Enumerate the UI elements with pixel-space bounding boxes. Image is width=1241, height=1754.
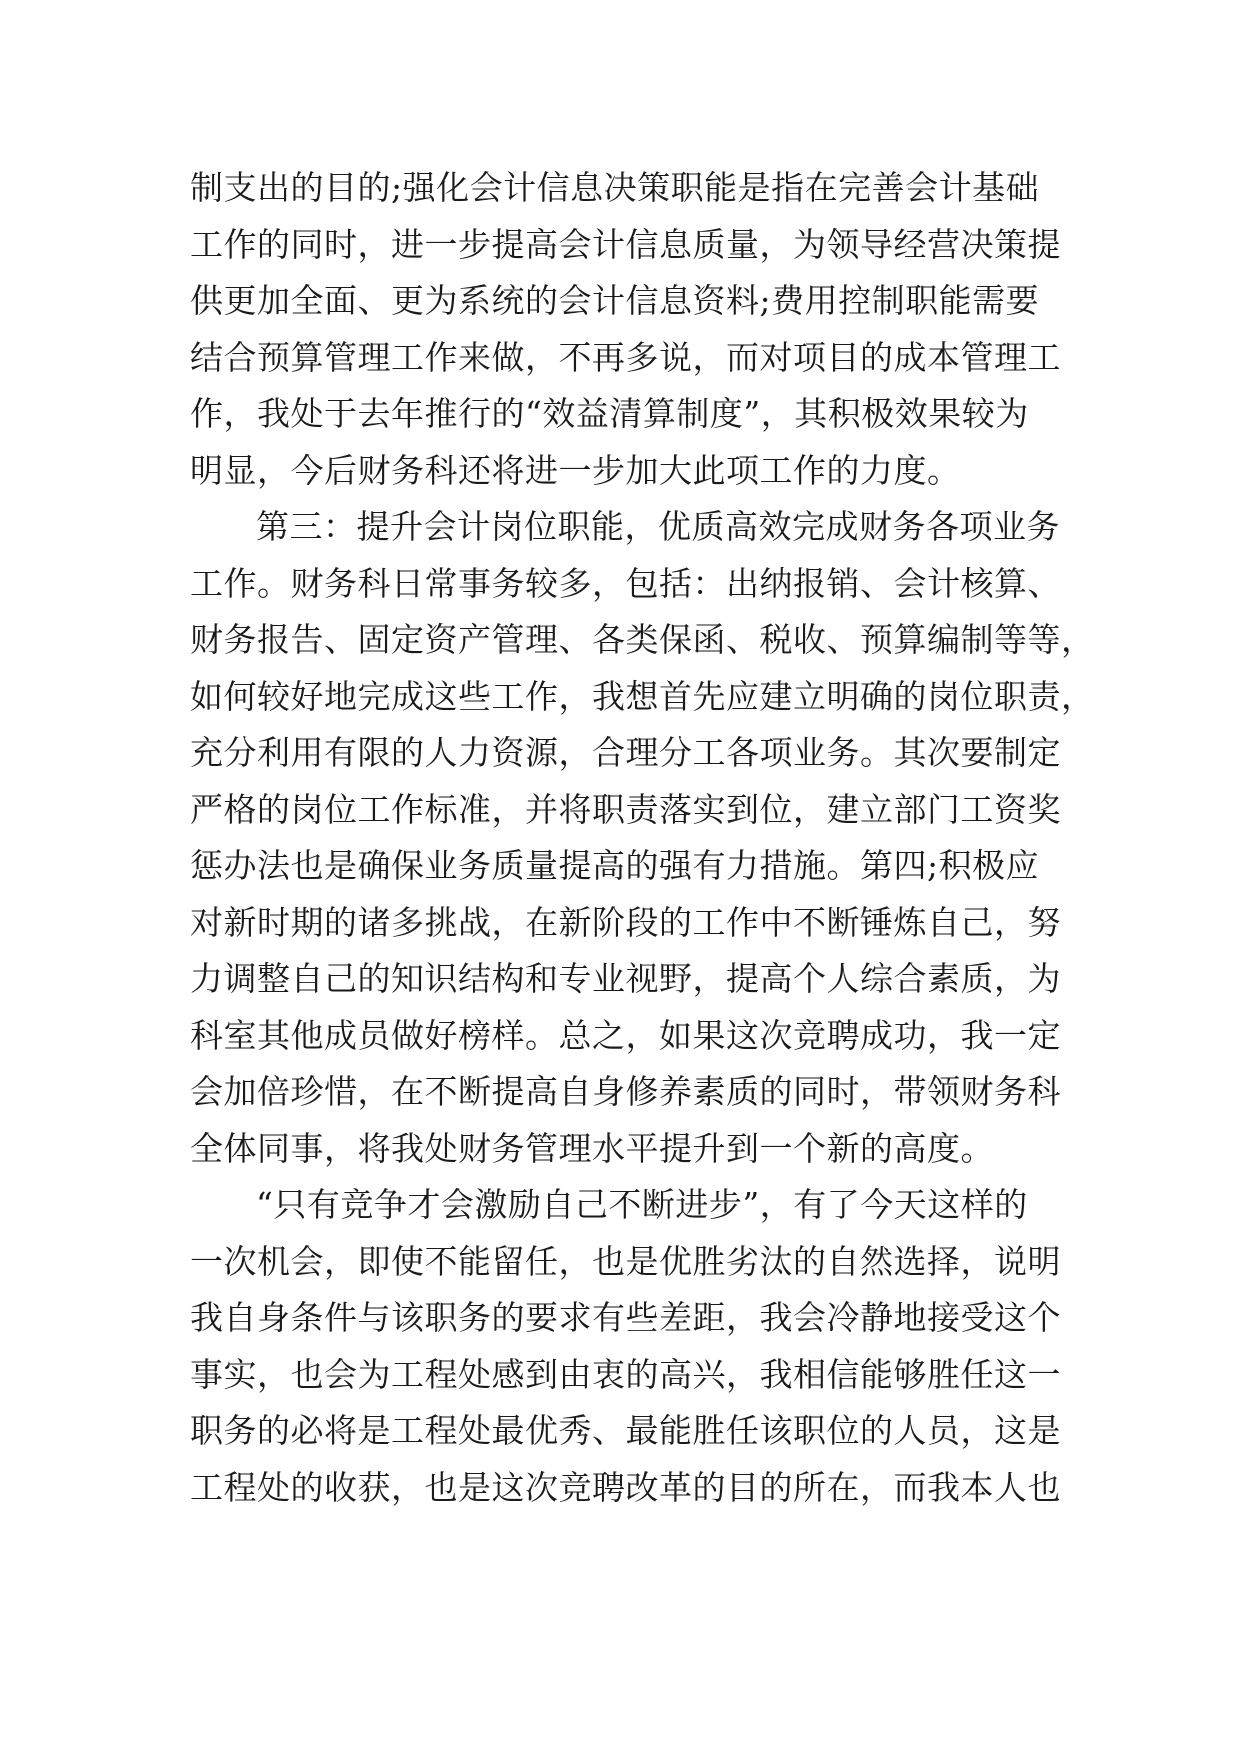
text-line: 制支出的目的;强化会计信息决策职能是指在完善会计基础 <box>190 168 1040 207</box>
text-line: 作，我处于去年推行的“效益清算制度”，其积极效果较为 <box>190 394 1029 433</box>
text-line: 职务的必将是工程处最优秀、最能胜任该职位的人员，这是 <box>190 1411 1061 1450</box>
text-line: 工作的同时，进一步提高会计信息质量，为领导经营决策提 <box>190 224 1061 264</box>
text-line: 一次机会，即使不能留任，也是优胜劣汰的自然选择，说明 <box>190 1241 1061 1281</box>
text-line: 会加倍珍惜，在不断提高自身修养素质的同时，带领财务科 <box>190 1072 1061 1111</box>
paragraph-start-line: 第三：提升会计岗位职能，优质高效完成财务各项业务 <box>256 507 1060 546</box>
text-line: 财务报告、固定资产管理、各类保函、税收、预算编制等等， <box>190 620 1095 659</box>
text-line: 工程处的收获，也是这次竞聘改革的目的所在，而我本人也 <box>190 1467 1061 1507</box>
text-line: 严格的岗位工作标准，并将职责落实到位，建立部门工资奖 <box>190 789 1061 829</box>
text-line: 科室其他成员做好榜样。总之，如果这次竞聘成功，我一定 <box>190 1015 1061 1055</box>
text-line: 全体同事，将我处财务管理水平提升到一个新的高度。 <box>190 1128 994 1168</box>
text-line: 我自身条件与该职务的要求有些差距，我会冷静地接受这个 <box>190 1298 1061 1337</box>
text-line: 结合预算管理工作来做，不再多说，而对项目的成本管理工 <box>190 337 1061 377</box>
text-line: 对新时期的诸多挑战，在新阶段的工作中不断锤炼自己，努 <box>190 902 1061 942</box>
text-line: 明显，今后财务科还将进一步加大此项工作的力度。 <box>190 450 961 490</box>
body-text <box>190 160 1095 1516</box>
text-line: 惩办法也是确保业务质量提高的强有力措施。第四;积极应 <box>190 846 1040 885</box>
text-line: 工作。财务科日常事务较多，包括：出纳报销、会计核算、 <box>190 563 1061 603</box>
paragraph-start-line: “只有竞争才会激励自己不断进步”，有了今天这样的 <box>256 1185 1028 1224</box>
text-line: 力调整自己的知识结构和专业视野，提高个人综合素质，为 <box>190 959 1061 998</box>
text-line: 供更加全面、更为系统的会计信息资料;费用控制职能需要 <box>190 281 1040 320</box>
text-line: 如何较好地完成这些工作，我想首先应建立明确的岗位职责， <box>190 676 1095 716</box>
text-line: 事实，也会为工程处感到由衷的高兴，我相信能够胜任这一 <box>190 1354 1061 1394</box>
text-line: 充分利用有限的人力资源，合理分工各项业务。其次要制定 <box>190 733 1061 772</box>
